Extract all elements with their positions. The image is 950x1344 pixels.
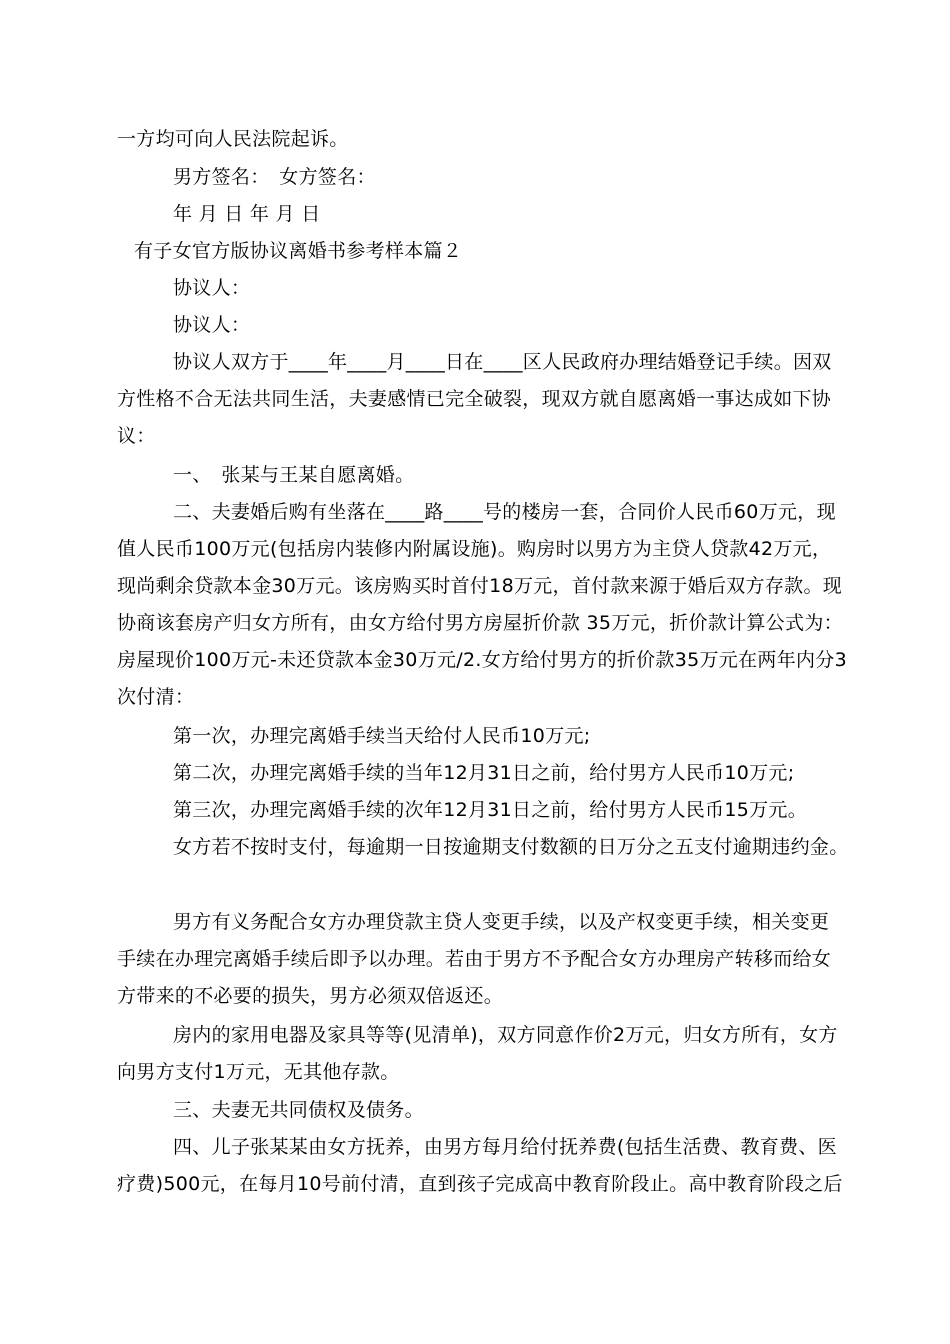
payment-3: 第三次，办理完离婚手续的次年12月31日之前，给付男方人民币15万元。 — [173, 799, 808, 821]
furniture-paragraph: 房内的家用电器及家具等等(见清单)，双方同意作价2万元，归女方所有，女方向男方支付1万元，无其他存款。 — [117, 1024, 838, 1083]
section-title: 有子女官方版协议离婚书参考样本篇２ — [134, 240, 463, 262]
payment-2: 第二次，办理完离婚手续的当年12月31日之前，给付男方人民币10万元; — [173, 762, 795, 784]
party-label-2: 协议人： — [173, 314, 251, 336]
party-label-1: 协议人： — [173, 277, 251, 299]
clause-2-property: 二、夫妻婚后购有坐落在____路____号的楼房一套，合同价人民币60万元，现值人民币100万元(包括房内装修内附属设施)。购房时以男方为主贷人贷款42万元，现尚剩余贷款本金30万元。该房购买时首付18万元，首付款来源于婚后双方存款。现协商该套房产归女方所有，由女方给付男方房屋折价款 35万元，折价款计算公式为：房屋现价100万元-未还贷款本金30万元/2.女方给付男方的折价款35万元在两年内分3次付清： — [117, 501, 847, 708]
payment-1: 第一次，办理完离婚手续当天给付人民币10万元; — [173, 725, 591, 747]
loan-change-paragraph: 男方有义务配合女方办理贷款主贷人变更手续，以及产权变更手续，相关变更手续在办理完离婚手续后即予以办理。若由于男方不予配合女方办理房产转移而给女方带来的不必要的损失，男方必须双倍返还。 — [117, 911, 832, 1007]
clause-3: 三、夫妻无共同债权及债务。 — [173, 1099, 424, 1121]
paragraph-lawsuit: 一方均可向人民法院起诉。 — [117, 128, 349, 150]
date-line: 年 月 日 年 月 日 — [173, 203, 321, 225]
signature-line: 男方签名： 女方签名： — [173, 166, 376, 188]
penalty-paragraph: 女方若不按时支付，每逾期一日按逾期支付数额的日万分之五支付逾期违约金。 — [173, 836, 849, 858]
intro-paragraph: 协议人双方于____年____月____日在____区人民政府办理结婚登记手续。因双方性格不合无法共同生活，夫妻感情已完全破裂，现双方就自愿离婚一事达成如下协议： — [117, 351, 832, 447]
clause-4-custody: 四、儿子张某某由女方抚养，由男方每月给付抚养费(包括生活费、教育费、医疗费)500元，在每月10号前付清，直到孩子完成高中教育阶段止。高中教育阶段之后 — [117, 1136, 843, 1195]
clause-1: 一、 张某与王某自愿离婚。 — [173, 464, 415, 486]
